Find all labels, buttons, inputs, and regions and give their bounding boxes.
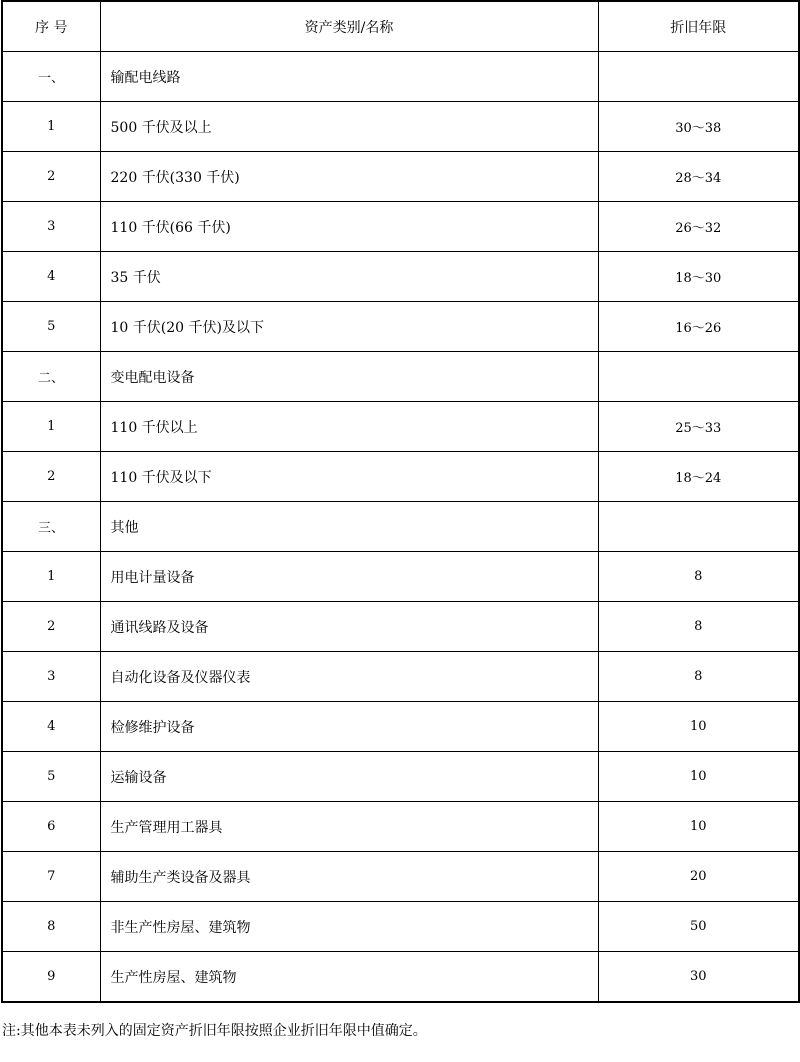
cell-depreciation-years: 10 bbox=[598, 752, 799, 802]
cell-seq: 7 bbox=[2, 852, 100, 902]
header-seq: 序 号 bbox=[2, 1, 100, 52]
table-row bbox=[2, 752, 799, 802]
cell-seq: 4 bbox=[2, 702, 100, 752]
cell-depreciation-years: 10 bbox=[598, 802, 799, 852]
cell-asset-name: 非生产性房屋、建筑物 bbox=[100, 902, 598, 952]
cell-seq: 一、 bbox=[2, 52, 100, 102]
cell-asset-name: 通讯线路及设备 bbox=[100, 602, 598, 652]
cell-depreciation-years: 8 bbox=[598, 652, 799, 702]
cell-asset-name: 35 千伏 bbox=[100, 252, 598, 302]
footnote: 注:其他本表未列入的固定资产折旧年限按照企业折旧年限中值确定。 bbox=[2, 1023, 427, 1039]
table-row bbox=[2, 202, 799, 252]
table-row bbox=[2, 102, 799, 152]
cell-seq: 8 bbox=[2, 902, 100, 952]
cell-depreciation-years: 25～33 bbox=[598, 402, 799, 452]
table-row bbox=[2, 702, 799, 752]
cell-asset-name: 500 千伏及以上 bbox=[100, 102, 598, 152]
cell-asset-name: 生产性房屋、建筑物 bbox=[100, 952, 598, 1003]
cell-seq: 1 bbox=[2, 102, 100, 152]
cell-depreciation-years: 8 bbox=[598, 552, 799, 602]
cell-asset-name: 自动化设备及仪器仪表 bbox=[100, 652, 598, 702]
cell-depreciation-years: 50 bbox=[598, 902, 799, 952]
table-body bbox=[2, 52, 799, 1003]
table-row bbox=[2, 652, 799, 702]
cell-depreciation-years: 10 bbox=[598, 702, 799, 752]
cell-seq: 6 bbox=[2, 802, 100, 852]
cell-depreciation-years bbox=[598, 52, 799, 102]
header-depreciation-years: 折旧年限 bbox=[598, 1, 799, 52]
header-asset-name: 资产类别/名称 bbox=[100, 1, 598, 52]
cell-seq: 2 bbox=[2, 152, 100, 202]
cell-depreciation-years bbox=[598, 502, 799, 552]
cell-seq: 3 bbox=[2, 202, 100, 252]
table-row bbox=[2, 152, 799, 202]
cell-asset-name: 110 千伏(66 千伏) bbox=[100, 202, 598, 252]
cell-seq: 2 bbox=[2, 452, 100, 502]
table-row bbox=[2, 252, 799, 302]
cell-depreciation-years: 28～34 bbox=[598, 152, 799, 202]
cell-depreciation-years bbox=[598, 352, 799, 402]
cell-seq: 4 bbox=[2, 252, 100, 302]
cell-depreciation-years: 26～32 bbox=[598, 202, 799, 252]
cell-asset-name: 检修维护设备 bbox=[100, 702, 598, 752]
cell-seq: 9 bbox=[2, 952, 100, 1003]
cell-depreciation-years: 18～30 bbox=[598, 252, 799, 302]
table-row bbox=[2, 452, 799, 502]
cell-asset-name: 用电计量设备 bbox=[100, 552, 598, 602]
table-section-row bbox=[2, 502, 799, 552]
cell-seq: 3 bbox=[2, 652, 100, 702]
cell-asset-name: 110 千伏以上 bbox=[100, 402, 598, 452]
cell-depreciation-years: 20 bbox=[598, 852, 799, 902]
depreciation-table bbox=[1, 0, 800, 1003]
table-section-row bbox=[2, 52, 799, 102]
cell-seq: 1 bbox=[2, 402, 100, 452]
table-row bbox=[2, 302, 799, 352]
table-row bbox=[2, 402, 799, 452]
cell-asset-name: 生产管理用工器具 bbox=[100, 802, 598, 852]
cell-depreciation-years: 18～24 bbox=[598, 452, 799, 502]
cell-asset-name: 运输设备 bbox=[100, 752, 598, 802]
cell-seq: 三、 bbox=[2, 502, 100, 552]
table-header-row bbox=[2, 1, 799, 52]
cell-asset-name: 输配电线路 bbox=[100, 52, 598, 102]
cell-depreciation-years: 8 bbox=[598, 602, 799, 652]
table-section-row bbox=[2, 352, 799, 402]
table-row bbox=[2, 902, 799, 952]
cell-asset-name: 10 千伏(20 千伏)及以下 bbox=[100, 302, 598, 352]
cell-asset-name: 其他 bbox=[100, 502, 598, 552]
cell-seq: 二、 bbox=[2, 352, 100, 402]
table-row bbox=[2, 802, 799, 852]
cell-seq: 5 bbox=[2, 752, 100, 802]
cell-asset-name: 220 千伏(330 千伏) bbox=[100, 152, 598, 202]
table-row bbox=[2, 602, 799, 652]
table-row bbox=[2, 852, 799, 902]
cell-seq: 2 bbox=[2, 602, 100, 652]
cell-depreciation-years: 16～26 bbox=[598, 302, 799, 352]
cell-asset-name: 变电配电设备 bbox=[100, 352, 598, 402]
cell-seq: 5 bbox=[2, 302, 100, 352]
table-row bbox=[2, 552, 799, 602]
cell-asset-name: 辅助生产类设备及器具 bbox=[100, 852, 598, 902]
cell-asset-name: 110 千伏及以下 bbox=[100, 452, 598, 502]
cell-seq: 1 bbox=[2, 552, 100, 602]
cell-depreciation-years: 30 bbox=[598, 952, 799, 1003]
cell-depreciation-years: 30～38 bbox=[598, 102, 799, 152]
table-row bbox=[2, 952, 799, 1003]
